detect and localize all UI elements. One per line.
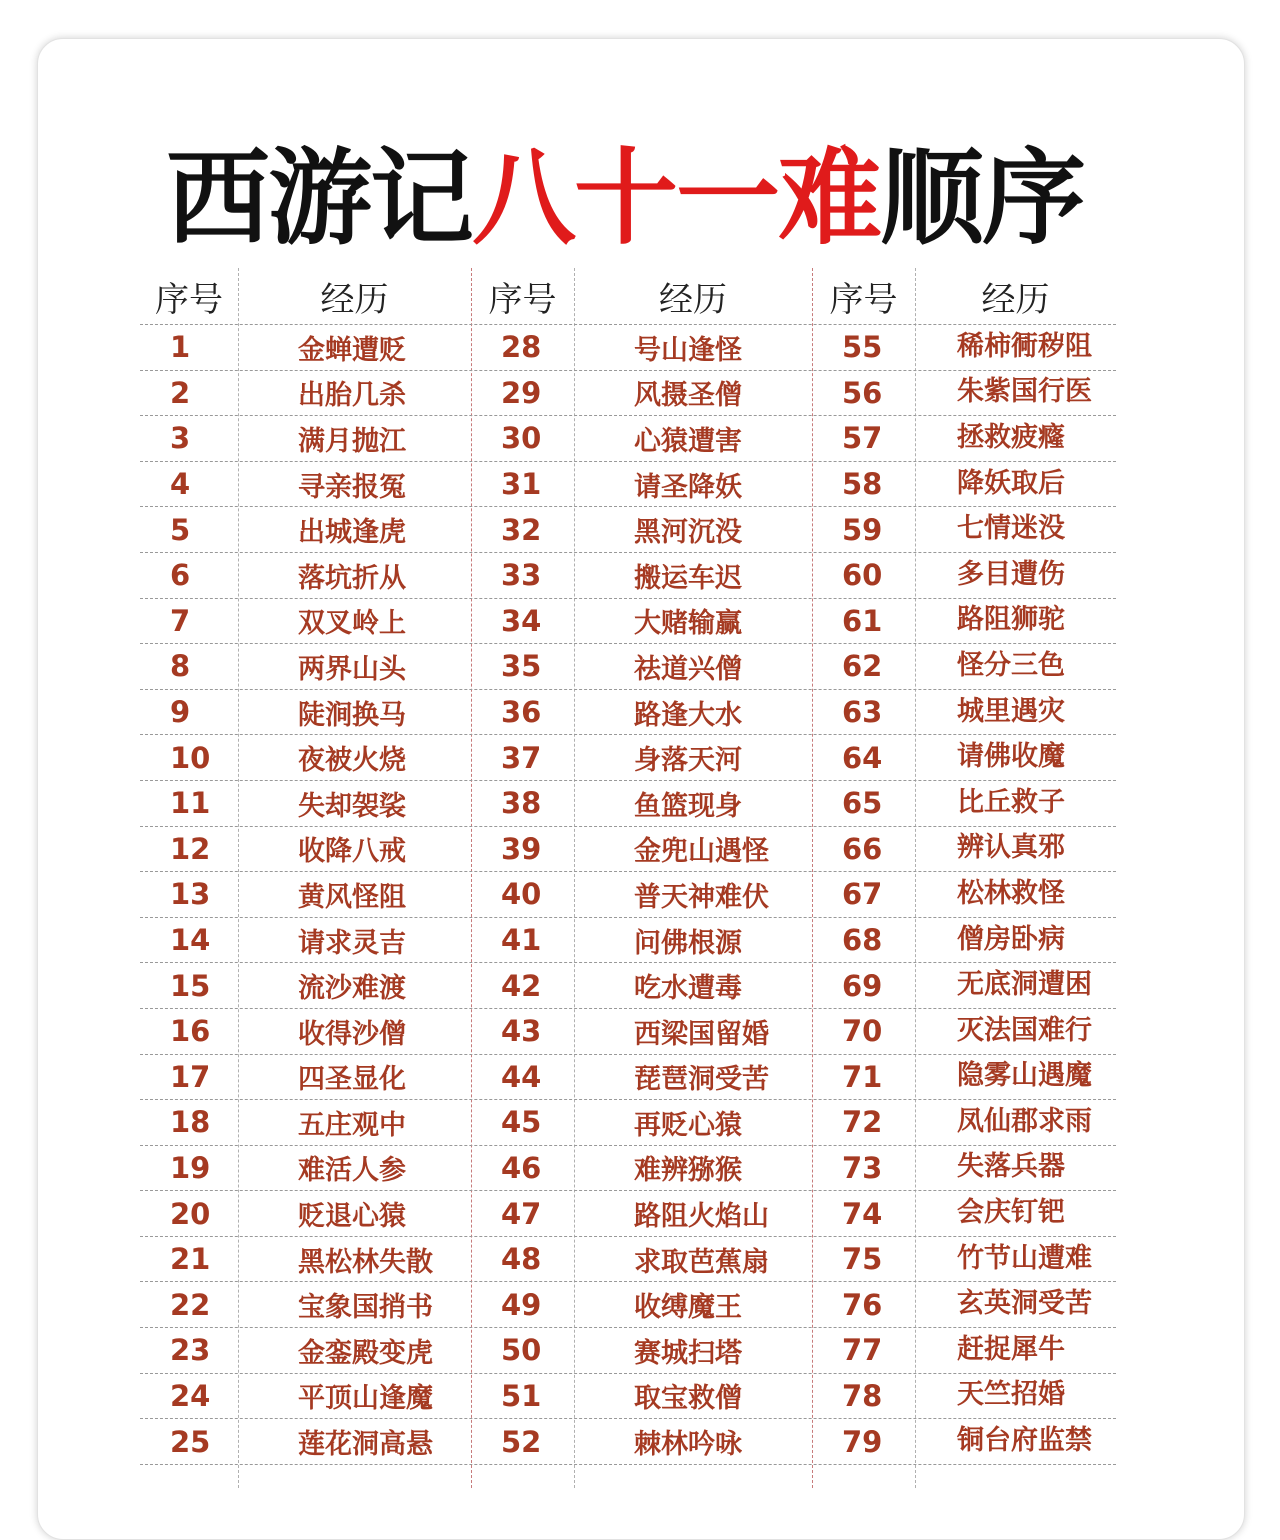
index-cell: 5 — [170, 512, 191, 547]
index-cell: 21 — [170, 1242, 211, 1277]
event-cell: 朱紫国行医 — [957, 376, 1092, 408]
index-cell: 79 — [842, 1424, 883, 1459]
header-event-2: 经历 — [659, 279, 727, 320]
index-cell: 31 — [501, 467, 542, 502]
header-event-1: 经历 — [320, 279, 389, 320]
index-cell: 13 — [170, 877, 211, 912]
header-index-2: 序号 — [488, 279, 557, 320]
index-cell: 45 — [501, 1105, 542, 1140]
index-cell: 48 — [501, 1242, 542, 1277]
event-cell: 黑松林失散 — [298, 1246, 433, 1278]
index-cell: 6 — [170, 558, 191, 593]
header-index-1: 序号 — [155, 279, 223, 320]
table-row — [140, 827, 1116, 873]
event-cell: 黑河沉没 — [634, 517, 742, 549]
index-cell: 56 — [842, 375, 883, 410]
index-cell: 22 — [170, 1287, 211, 1322]
table-row — [140, 553, 1116, 599]
event-cell: 西梁国留婚 — [634, 1018, 769, 1050]
event-cell: 隐雾山遇魔 — [957, 1060, 1092, 1092]
event-cell: 路逢大水 — [634, 699, 742, 731]
title-part-black: 西游记 — [165, 137, 472, 259]
event-cell: 普天神难伏 — [634, 881, 769, 913]
event-cell: 难活人参 — [298, 1155, 406, 1187]
index-cell: 55 — [842, 330, 883, 365]
index-cell: 14 — [170, 923, 211, 958]
index-cell: 36 — [501, 695, 542, 730]
event-cell: 宝象国捎书 — [298, 1292, 433, 1324]
event-cell: 出胎几杀 — [298, 380, 406, 412]
event-cell: 吃水遭毒 — [634, 973, 742, 1005]
table-row — [140, 1282, 1116, 1328]
index-cell: 66 — [842, 831, 883, 866]
index-cell: 7 — [170, 603, 191, 638]
table-row — [140, 1419, 1116, 1465]
table-row — [140, 1374, 1116, 1420]
event-cell: 凤仙郡求雨 — [957, 1105, 1092, 1137]
table-row — [140, 507, 1116, 553]
table-row — [140, 325, 1116, 371]
event-cell: 稀柿衕秽阻 — [957, 330, 1092, 362]
event-cell: 赶捉犀牛 — [957, 1333, 1065, 1365]
event-cell: 贬退心猿 — [298, 1201, 406, 1233]
index-cell: 50 — [501, 1333, 542, 1368]
index-cell: 32 — [501, 512, 542, 547]
event-cell: 搬运车迟 — [634, 562, 742, 594]
index-cell: 24 — [170, 1378, 211, 1413]
event-cell: 鱼篮现身 — [634, 790, 742, 822]
index-cell: 29 — [501, 375, 542, 410]
table-row — [140, 963, 1116, 1009]
index-cell: 33 — [501, 558, 542, 593]
event-cell: 取宝救僧 — [634, 1383, 742, 1415]
event-cell: 七情迷没 — [957, 513, 1065, 545]
event-cell: 金兜山遇怪 — [634, 836, 769, 868]
index-cell: 76 — [842, 1287, 883, 1322]
event-cell: 风摄圣僧 — [634, 380, 742, 412]
index-cell: 2 — [170, 375, 191, 410]
event-cell: 拯救疲癃 — [957, 421, 1065, 453]
header-index-3: 序号 — [829, 279, 898, 320]
table-row — [140, 781, 1116, 827]
event-cell: 路阻狮驼 — [957, 604, 1065, 636]
event-cell: 棘林吟咏 — [634, 1429, 742, 1461]
index-cell: 16 — [170, 1014, 211, 1049]
event-cell: 莲花洞高悬 — [298, 1429, 433, 1461]
index-cell: 43 — [501, 1014, 542, 1049]
index-cell: 46 — [501, 1150, 542, 1185]
index-cell: 60 — [842, 558, 883, 593]
index-cell: 23 — [170, 1333, 211, 1368]
event-cell: 城里遇灾 — [957, 695, 1065, 727]
index-cell: 72 — [842, 1105, 883, 1140]
event-cell: 身落天河 — [634, 745, 742, 777]
index-cell: 62 — [842, 649, 883, 684]
event-cell: 竹节山遭难 — [957, 1242, 1092, 1274]
event-cell: 平顶山逢魔 — [298, 1383, 433, 1415]
table-row — [140, 1100, 1116, 1146]
index-cell: 12 — [170, 831, 211, 866]
event-cell: 赛城扫塔 — [634, 1337, 742, 1369]
event-cell: 僧房卧病 — [957, 923, 1065, 955]
index-cell: 30 — [501, 421, 542, 456]
index-cell: 37 — [501, 740, 542, 775]
event-cell: 黄风怪阻 — [298, 881, 406, 913]
index-cell: 15 — [170, 968, 211, 1003]
event-cell: 大赌输赢 — [634, 608, 742, 640]
event-cell: 流沙难渡 — [298, 973, 406, 1005]
index-cell: 8 — [170, 649, 191, 684]
event-cell: 请佛收魔 — [957, 741, 1065, 773]
index-cell: 18 — [170, 1105, 211, 1140]
index-cell: 44 — [501, 1059, 542, 1094]
index-cell: 39 — [501, 831, 542, 866]
index-cell: 63 — [842, 695, 883, 730]
event-cell: 无底洞遭困 — [957, 969, 1092, 1001]
event-cell: 五庄观中 — [298, 1109, 406, 1141]
index-cell: 47 — [501, 1196, 542, 1231]
event-cell: 两界山头 — [298, 653, 406, 685]
event-cell: 收降八戒 — [298, 836, 406, 868]
index-cell: 49 — [501, 1287, 542, 1322]
index-cell: 73 — [842, 1150, 883, 1185]
poster-title — [0, 138, 1250, 258]
event-cell: 怪分三色 — [957, 649, 1065, 681]
event-cell: 祛道兴僧 — [634, 653, 742, 685]
table-row — [140, 690, 1116, 736]
event-cell: 路阻火焰山 — [634, 1201, 769, 1233]
index-cell: 65 — [842, 786, 883, 821]
index-cell: 38 — [501, 786, 542, 821]
table-row — [140, 599, 1116, 645]
index-cell: 71 — [842, 1059, 883, 1094]
event-cell: 天竺招婚 — [957, 1379, 1065, 1411]
event-cell: 出城逢虎 — [298, 517, 406, 549]
event-cell: 四圣显化 — [298, 1064, 406, 1096]
index-cell: 74 — [842, 1196, 883, 1231]
event-cell: 请求灵吉 — [298, 927, 406, 959]
event-cell: 金蝉遭贬 — [298, 334, 406, 366]
event-cell: 难辨猕猴 — [634, 1155, 742, 1187]
index-cell: 19 — [170, 1150, 211, 1185]
event-cell: 多目遭伤 — [957, 558, 1065, 590]
index-cell: 61 — [842, 603, 883, 638]
event-cell: 失却袈裟 — [298, 790, 406, 822]
event-cell: 寻亲报冤 — [298, 471, 406, 503]
event-cell: 陡涧换马 — [298, 699, 406, 731]
event-cell: 满月抛江 — [298, 425, 406, 457]
event-cell: 收得沙僧 — [298, 1018, 406, 1050]
index-cell: 67 — [842, 877, 883, 912]
header-event-3: 经历 — [981, 279, 1050, 320]
event-cell: 再贬心猿 — [634, 1109, 742, 1141]
index-cell: 10 — [170, 740, 211, 775]
index-cell: 25 — [170, 1424, 211, 1459]
index-cell: 4 — [170, 467, 191, 502]
table-row — [140, 416, 1116, 462]
event-cell: 夜被火烧 — [298, 745, 406, 777]
table-row — [140, 1237, 1116, 1283]
event-cell: 收缚魔王 — [634, 1292, 742, 1324]
table-row — [140, 644, 1116, 690]
event-cell: 琵琶洞受苦 — [634, 1064, 769, 1096]
index-cell: 64 — [842, 740, 883, 775]
index-cell: 75 — [842, 1242, 883, 1277]
index-cell: 3 — [170, 421, 191, 456]
index-cell: 1 — [170, 330, 191, 365]
event-cell: 请圣降妖 — [634, 471, 742, 503]
table-row — [140, 371, 1116, 417]
event-cell: 灭法国难行 — [957, 1014, 1092, 1046]
index-cell: 42 — [501, 968, 542, 1003]
table-row — [140, 1009, 1116, 1055]
index-cell: 41 — [501, 923, 542, 958]
table-row — [140, 735, 1116, 781]
table-row — [140, 872, 1116, 918]
event-cell: 铜台府监禁 — [957, 1425, 1092, 1457]
index-cell: 40 — [501, 877, 542, 912]
index-cell: 20 — [170, 1196, 211, 1231]
index-cell: 78 — [842, 1378, 883, 1413]
table-row — [140, 462, 1116, 508]
event-cell: 松林救怪 — [957, 877, 1065, 909]
table-row — [140, 1328, 1116, 1374]
event-cell: 会庆钉钯 — [957, 1197, 1065, 1229]
table-row — [140, 918, 1116, 964]
table-row — [140, 1191, 1116, 1237]
event-cell: 号山逢怪 — [634, 334, 742, 366]
event-cell: 双叉岭上 — [298, 608, 406, 640]
index-cell: 9 — [170, 695, 191, 730]
index-cell: 77 — [842, 1333, 883, 1368]
index-cell: 52 — [501, 1424, 542, 1459]
event-cell: 落坑折从 — [298, 562, 406, 594]
event-cell: 问佛根源 — [634, 927, 742, 959]
index-cell: 11 — [170, 786, 211, 821]
index-cell: 28 — [501, 330, 542, 365]
event-cell: 心猿遭害 — [634, 425, 742, 457]
table-header-row — [140, 268, 1116, 325]
index-cell: 17 — [170, 1059, 211, 1094]
event-cell: 玄英洞受苦 — [957, 1288, 1092, 1320]
event-cell: 金銮殿变虎 — [298, 1337, 433, 1369]
event-cell: 比丘救子 — [957, 786, 1065, 818]
event-cell: 失落兵器 — [957, 1151, 1065, 1183]
table-row — [140, 1146, 1116, 1192]
table-row — [140, 1055, 1116, 1101]
index-cell: 51 — [501, 1378, 542, 1413]
difficulties-table — [140, 268, 1116, 1465]
index-cell: 68 — [842, 923, 883, 958]
index-cell: 70 — [842, 1014, 883, 1049]
index-cell: 69 — [842, 968, 883, 1003]
title-part-red: 八十一难 — [471, 137, 880, 259]
index-cell: 35 — [501, 649, 542, 684]
index-cell: 34 — [501, 603, 542, 638]
event-cell: 降妖取后 — [957, 467, 1065, 499]
title-part-suffix: 顺序 — [880, 137, 1085, 259]
event-cell: 求取芭蕉扇 — [634, 1246, 769, 1278]
index-cell: 59 — [842, 512, 883, 547]
event-cell: 辨认真邪 — [957, 832, 1065, 864]
index-cell: 57 — [842, 421, 883, 456]
index-cell: 58 — [842, 467, 883, 502]
